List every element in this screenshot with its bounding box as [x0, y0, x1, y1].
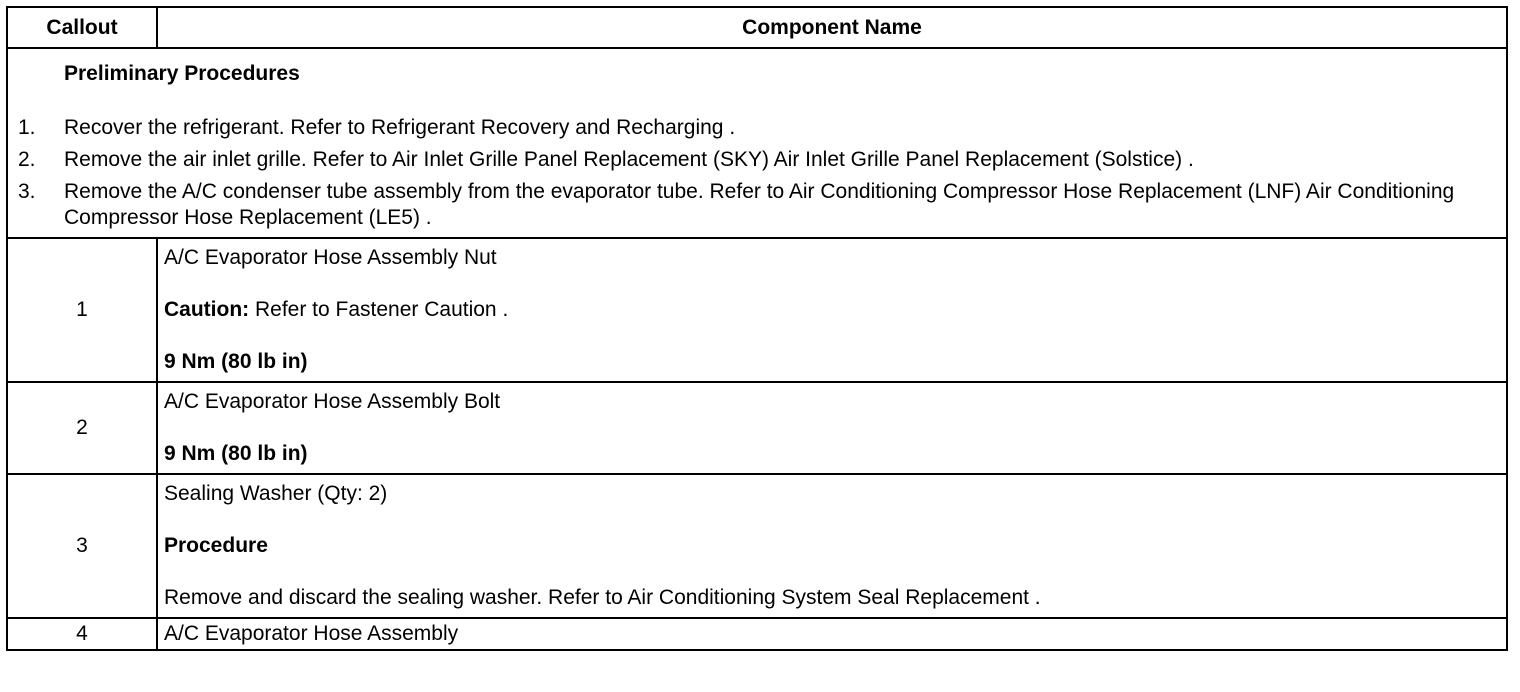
torque-spec: 9 Nm (80 lb in) [164, 350, 308, 373]
component-cell [157, 474, 1507, 618]
preliminary-step [18, 147, 1496, 173]
table-row [7, 474, 1507, 618]
procedure-label: Procedure [164, 534, 268, 557]
header-component-name: Component Name [157, 7, 1507, 48]
callout-number: 3 [7, 474, 157, 618]
callout-number: 4 [7, 618, 157, 650]
component-name: A/C Evaporator Hose Assembly [164, 622, 459, 645]
step-number: 3. [18, 180, 36, 203]
component-name: Sealing Washer (Qty: 2) [164, 482, 388, 505]
component-cell [157, 618, 1507, 650]
preliminary-step [18, 179, 1496, 231]
component-name: A/C Evaporator Hose Assembly Bolt [164, 390, 501, 413]
step-number: 2. [18, 148, 36, 171]
step-text: Recover the refrigerant. Refer to Refrigerant Recovery and Recharging . [64, 116, 736, 139]
step-text: Remove the air inlet grille. Refer to Air Inlet Grille Panel Replacement (SKY) Air Inlet Grille Panel Replacement (Solstice) . [64, 148, 1194, 171]
component-cell [157, 382, 1507, 474]
caution-text: Refer to Fastener Caution . [249, 298, 509, 321]
caution-note [164, 297, 1500, 323]
step-text: Remove the A/C condenser tube assembly from the evaporator tube. Refer to Air Conditioning Compressor Hose Replacement (LNF) Air Conditioning Compressor Hose Replacement (LE5) . [64, 180, 1455, 229]
callout-number: 1 [7, 238, 157, 382]
table-row [7, 238, 1507, 382]
preliminary-title: Preliminary Procedures [64, 62, 300, 85]
step-number: 1. [18, 116, 36, 139]
preliminary-row [7, 48, 1507, 238]
preliminary-steps [18, 115, 1496, 231]
header-callout: Callout [7, 7, 157, 48]
preliminary-step [18, 115, 1496, 141]
torque-spec: 9 Nm (80 lb in) [164, 442, 308, 465]
table-row [7, 382, 1507, 474]
procedure-table [6, 6, 1508, 651]
table-row [7, 618, 1507, 650]
component-name: A/C Evaporator Hose Assembly Nut [164, 246, 497, 269]
component-cell [157, 238, 1507, 382]
procedure-table-container [6, 6, 1506, 686]
header-row [7, 7, 1507, 48]
procedure-text: Remove and discard the sealing washer. Refer to Air Conditioning System Seal Replacement . [164, 586, 1041, 609]
caution-label: Caution: [164, 298, 250, 321]
preliminary-procedures [7, 48, 1507, 238]
callout-number: 2 [7, 382, 157, 474]
